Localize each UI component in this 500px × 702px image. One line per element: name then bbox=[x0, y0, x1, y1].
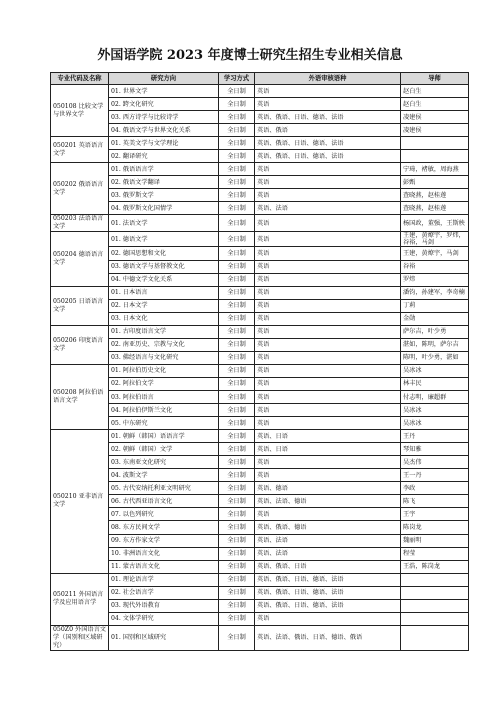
language-cell: 英语、俄语、日语、德语、法语 bbox=[255, 137, 401, 150]
tutor-cell: 林丰民 bbox=[401, 377, 469, 390]
table-row bbox=[51, 111, 469, 124]
tutor-cell: 丁莉 bbox=[401, 299, 469, 312]
table-row bbox=[51, 521, 469, 534]
mode-cell: 全日制 bbox=[219, 430, 255, 443]
direction-cell: 05. 中东研究 bbox=[109, 417, 219, 430]
table-row bbox=[51, 586, 469, 599]
direction-cell: 08. 东方民间文学 bbox=[109, 521, 219, 534]
table-row bbox=[51, 247, 469, 260]
mode-cell: 全日制 bbox=[219, 573, 255, 586]
table-row bbox=[51, 456, 469, 469]
mode-cell: 全日制 bbox=[219, 150, 255, 163]
tutor-cell: 王浩，陈岗龙 bbox=[401, 560, 469, 573]
tutor-cell: 李政 bbox=[401, 482, 469, 495]
direction-cell: 06. 古代西亚语言文化 bbox=[109, 495, 219, 508]
table-row bbox=[51, 417, 469, 430]
direction-cell: 01. 理论语言学 bbox=[109, 573, 219, 586]
tutor-cell: 杨国政，董强，王斯秧 bbox=[401, 215, 469, 232]
mode-cell: 全日制 bbox=[219, 273, 255, 286]
tutor-cell: 凌建侯 bbox=[401, 124, 469, 137]
tutor-cell: 宁琦，褚敏，周海燕 bbox=[401, 163, 469, 176]
tutor-cell bbox=[401, 137, 469, 150]
language-cell: 英语 bbox=[255, 390, 401, 403]
major-cell: 050206 印度语言文学 bbox=[51, 325, 109, 364]
major-cell: 050202 俄语语言文学 bbox=[51, 163, 109, 215]
tutor-cell bbox=[401, 599, 469, 612]
table-row bbox=[51, 573, 469, 586]
table-row bbox=[51, 312, 469, 325]
tutor-cell: 彭甄 bbox=[401, 176, 469, 189]
direction-cell: 02. 俄语文学翻译 bbox=[109, 176, 219, 189]
table-row bbox=[51, 547, 469, 560]
major-cell: 050Z0 外国语言文学（国别和区域研究） bbox=[51, 625, 109, 650]
direction-cell: 04. 俄语文学与世界文化关系 bbox=[109, 124, 219, 137]
direction-cell: 01. 古印度语言文学 bbox=[109, 325, 219, 338]
mode-cell: 全日制 bbox=[219, 612, 255, 625]
mode-cell: 全日制 bbox=[219, 599, 255, 612]
tutor-cell: 吴杰伟 bbox=[401, 456, 469, 469]
tutor-cell: 罗炜 bbox=[401, 273, 469, 286]
mode-cell: 全日制 bbox=[219, 508, 255, 521]
tutor-cell bbox=[401, 586, 469, 599]
table-row bbox=[51, 534, 469, 547]
tutor-cell: 程莹 bbox=[401, 547, 469, 560]
direction-cell: 01. 德语文学 bbox=[109, 232, 219, 247]
major-cell: 050108 比较文学与世界文学 bbox=[51, 85, 109, 137]
tutor-cell: 吴冰冰 bbox=[401, 404, 469, 417]
tutor-cell: 付志明，廉超群 bbox=[401, 390, 469, 403]
language-cell: 英语 bbox=[255, 163, 401, 176]
tutor-cell: 陈岗龙 bbox=[401, 521, 469, 534]
header-tutor: 导师 bbox=[401, 73, 469, 85]
language-cell: 英语 bbox=[255, 247, 401, 260]
mode-cell: 全日制 bbox=[219, 163, 255, 176]
direction-cell: 01. 俄语语言学 bbox=[109, 163, 219, 176]
direction-cell: 02. 南亚历史、宗教与文化 bbox=[109, 338, 219, 351]
mode-cell: 全日制 bbox=[219, 124, 255, 137]
mode-cell: 全日制 bbox=[219, 98, 255, 111]
table-row bbox=[51, 98, 469, 111]
direction-cell: 01. 世界文学 bbox=[109, 85, 219, 98]
table-row bbox=[51, 150, 469, 163]
language-cell: 英语、日语 bbox=[255, 443, 401, 456]
language-cell: 英语 bbox=[255, 325, 401, 338]
direction-cell: 01. 英美文学与文学理论 bbox=[109, 137, 219, 150]
language-cell: 英语、法语、德语 bbox=[255, 495, 401, 508]
direction-cell: 03. 俄罗斯文学 bbox=[109, 189, 219, 202]
direction-cell: 01. 国别和区域研究 bbox=[109, 625, 219, 650]
direction-cell: 07. 以色列研究 bbox=[109, 508, 219, 521]
direction-cell: 05. 古代安纳托利亚文明研究 bbox=[109, 482, 219, 495]
language-cell: 英语、法语、俄语、日语、德语、俄语 bbox=[255, 625, 401, 650]
tutor-cell: 王宇 bbox=[401, 508, 469, 521]
language-cell: 英语、俄语、日语、德语、法语 bbox=[255, 111, 401, 124]
language-cell: 英语 bbox=[255, 176, 401, 189]
table-row bbox=[51, 137, 469, 150]
direction-cell: 03. 现代外语教育 bbox=[109, 599, 219, 612]
mode-cell: 全日制 bbox=[219, 534, 255, 547]
direction-cell: 04. 中德文学文化关系 bbox=[109, 273, 219, 286]
mode-cell: 全日制 bbox=[219, 351, 255, 364]
tutor-cell: 查晓燕，赵桂莲 bbox=[401, 189, 469, 202]
language-cell: 英语 bbox=[255, 286, 401, 299]
mode-cell: 全日制 bbox=[219, 137, 255, 150]
direction-cell: 02. 日本文学 bbox=[109, 299, 219, 312]
mode-cell: 全日制 bbox=[219, 443, 255, 456]
table-row bbox=[51, 404, 469, 417]
direction-cell: 04. 文体学研究 bbox=[109, 612, 219, 625]
major-cell: 050205 日语语言文学 bbox=[51, 286, 109, 325]
table-row bbox=[51, 612, 469, 625]
mode-cell: 全日制 bbox=[219, 377, 255, 390]
mode-cell: 全日制 bbox=[219, 202, 255, 215]
table-row bbox=[51, 625, 469, 650]
language-cell: 英语 bbox=[255, 189, 401, 202]
tutor-cell bbox=[401, 150, 469, 163]
language-cell: 英语、德语 bbox=[255, 482, 401, 495]
tutor-cell: 查晓燕，赵桂莲 bbox=[401, 202, 469, 215]
tutor-cell: 赵白生 bbox=[401, 98, 469, 111]
language-cell: 英语、法语 bbox=[255, 534, 401, 547]
tutor-cell: 王建，黄燎宇，马剑 bbox=[401, 247, 469, 260]
language-cell: 英语、俄语、日语、德语、法语 bbox=[255, 573, 401, 586]
language-cell: 英语、俄语、日语、德语、法语 bbox=[255, 599, 401, 612]
mode-cell: 全日制 bbox=[219, 215, 255, 232]
language-cell: 英语 bbox=[255, 232, 401, 247]
language-cell: 英语 bbox=[255, 456, 401, 469]
mode-cell: 全日制 bbox=[219, 547, 255, 560]
tutor-cell: 琴知雅 bbox=[401, 443, 469, 456]
mode-cell: 全日制 bbox=[219, 521, 255, 534]
mode-cell: 全日制 bbox=[219, 299, 255, 312]
direction-cell: 02. 跨文化研究 bbox=[109, 98, 219, 111]
table-row bbox=[51, 430, 469, 443]
direction-cell: 01. 阿拉伯历史文化 bbox=[109, 364, 219, 377]
major-cell: 050203 法语语言文学 bbox=[51, 215, 109, 232]
tutor-cell: 谷裕 bbox=[401, 260, 469, 273]
tutor-cell: 潘钧，孙建军，李奇楠 bbox=[401, 286, 469, 299]
mode-cell: 全日制 bbox=[219, 111, 255, 124]
mode-cell: 全日制 bbox=[219, 404, 255, 417]
language-cell: 英语 bbox=[255, 85, 401, 98]
mode-cell: 全日制 bbox=[219, 312, 255, 325]
mode-cell: 全日制 bbox=[219, 586, 255, 599]
direction-cell: 03. 佛经语言与文化研究 bbox=[109, 351, 219, 364]
direction-cell: 02. 朝鲜（韩国）文学 bbox=[109, 443, 219, 456]
header-language: 外语审核语种 bbox=[255, 73, 401, 85]
mode-cell: 全日制 bbox=[219, 232, 255, 247]
info-table bbox=[50, 72, 469, 651]
table-row bbox=[51, 338, 469, 351]
header-row bbox=[51, 73, 469, 85]
language-cell: 英语、俄语、日语、德语、法语 bbox=[255, 586, 401, 599]
table-row bbox=[51, 351, 469, 364]
table-body bbox=[51, 85, 469, 651]
tutor-cell: 陈明，叶少勇，湛如 bbox=[401, 351, 469, 364]
table-row bbox=[51, 85, 469, 98]
tutor-cell: 凌建侯 bbox=[401, 111, 469, 124]
table-row bbox=[51, 469, 469, 482]
language-cell: 英语 bbox=[255, 273, 401, 286]
language-cell: 英语 bbox=[255, 377, 401, 390]
table-row bbox=[51, 495, 469, 508]
major-cell: 050201 英语语言文学 bbox=[51, 137, 109, 163]
direction-cell: 03. 东南亚文化研究 bbox=[109, 456, 219, 469]
table-row bbox=[51, 377, 469, 390]
table-row bbox=[51, 390, 469, 403]
language-cell: 英语、法语 bbox=[255, 202, 401, 215]
table-row bbox=[51, 325, 469, 338]
table-row bbox=[51, 260, 469, 273]
table-row bbox=[51, 286, 469, 299]
tutor-cell: 赵白生 bbox=[401, 85, 469, 98]
language-cell: 英语 bbox=[255, 312, 401, 325]
mode-cell: 全日制 bbox=[219, 625, 255, 650]
mode-cell: 全日制 bbox=[219, 338, 255, 351]
table-row bbox=[51, 482, 469, 495]
mode-cell: 全日制 bbox=[219, 456, 255, 469]
direction-cell: 04. 俄罗斯文化国情学 bbox=[109, 202, 219, 215]
tutor-cell: 王丹 bbox=[401, 430, 469, 443]
tutor-cell: 吴冰冰 bbox=[401, 417, 469, 430]
table-row bbox=[51, 215, 469, 232]
language-cell: 英语、俄语 bbox=[255, 124, 401, 137]
table-row bbox=[51, 232, 469, 247]
major-cell: 050208 阿拉伯语语言文学 bbox=[51, 364, 109, 429]
mode-cell: 全日制 bbox=[219, 469, 255, 482]
language-cell: 英语 bbox=[255, 612, 401, 625]
tutor-cell: 萨尔吉，叶少勇 bbox=[401, 325, 469, 338]
table-row bbox=[51, 560, 469, 573]
table-row bbox=[51, 202, 469, 215]
direction-cell: 03. 日本文化 bbox=[109, 312, 219, 325]
language-cell: 英语、日语 bbox=[255, 430, 401, 443]
mode-cell: 全日制 bbox=[219, 286, 255, 299]
table-row bbox=[51, 599, 469, 612]
mode-cell: 全日制 bbox=[219, 325, 255, 338]
mode-cell: 全日制 bbox=[219, 85, 255, 98]
direction-cell: 03. 阿拉伯语言 bbox=[109, 390, 219, 403]
mode-cell: 全日制 bbox=[219, 247, 255, 260]
mode-cell: 全日制 bbox=[219, 364, 255, 377]
tutor-cell bbox=[401, 573, 469, 586]
language-cell: 英语 bbox=[255, 417, 401, 430]
language-cell: 英语 bbox=[255, 299, 401, 312]
page-title: 外国语学院 2023 年度博士研究生招生专业相关信息 bbox=[97, 48, 403, 63]
tutor-cell: 王一丹 bbox=[401, 469, 469, 482]
direction-cell: 02. 翻译研究 bbox=[109, 150, 219, 163]
tutor-cell: 吴冰冰 bbox=[401, 364, 469, 377]
language-cell: 英语 bbox=[255, 338, 401, 351]
direction-cell: 01. 日本语言 bbox=[109, 286, 219, 299]
language-cell: 英语 bbox=[255, 98, 401, 111]
language-cell: 英语、俄语、日语 bbox=[255, 560, 401, 573]
tutor-cell: 魏丽明 bbox=[401, 534, 469, 547]
mode-cell: 全日制 bbox=[219, 482, 255, 495]
table-row bbox=[51, 443, 469, 456]
table-row bbox=[51, 273, 469, 286]
direction-cell: 01. 法语文学 bbox=[109, 215, 219, 232]
tutor-cell: 陈飞 bbox=[401, 495, 469, 508]
tutor-cell bbox=[401, 612, 469, 625]
mode-cell: 全日制 bbox=[219, 176, 255, 189]
table-row bbox=[51, 124, 469, 137]
tutor-cell: 湛如，陈明，萨尔吉 bbox=[401, 338, 469, 351]
direction-cell: 04. 阿拉伯伊斯兰文化 bbox=[109, 404, 219, 417]
major-cell: 050211 外国语言学及应用语言学 bbox=[51, 573, 109, 625]
table-row bbox=[51, 364, 469, 377]
tutor-cell: 王建，黄燎宇，罗炜，谷裕，马剑 bbox=[401, 232, 469, 247]
direction-cell: 10. 非洲语言文化 bbox=[109, 547, 219, 560]
tutor-cell: 金勋 bbox=[401, 312, 469, 325]
language-cell: 英语 bbox=[255, 404, 401, 417]
table-row bbox=[51, 176, 469, 189]
direction-cell: 02. 阿拉伯文学 bbox=[109, 377, 219, 390]
mode-cell: 全日制 bbox=[219, 390, 255, 403]
header-major: 专业代码及名称 bbox=[51, 73, 109, 85]
mode-cell: 全日制 bbox=[219, 417, 255, 430]
direction-cell: 01. 朝鲜（韩国）语语言学 bbox=[109, 430, 219, 443]
direction-cell: 03. 德语文学与基督教文化 bbox=[109, 260, 219, 273]
table-row bbox=[51, 189, 469, 202]
language-cell: 英语 bbox=[255, 215, 401, 232]
language-cell: 英语、俄语、日语、德语、法语 bbox=[255, 150, 401, 163]
language-cell: 英语 bbox=[255, 508, 401, 521]
major-cell: 050204 德语语言文学 bbox=[51, 232, 109, 286]
direction-cell: 02. 德国思想和文化 bbox=[109, 247, 219, 260]
direction-cell: 04. 波斯文学 bbox=[109, 469, 219, 482]
direction-cell: 02. 社会语言学 bbox=[109, 586, 219, 599]
tutor-cell bbox=[401, 625, 469, 650]
language-cell: 英语 bbox=[255, 364, 401, 377]
mode-cell: 全日制 bbox=[219, 560, 255, 573]
mode-cell: 全日制 bbox=[219, 260, 255, 273]
language-cell: 英语 bbox=[255, 260, 401, 273]
language-cell: 英语、俄语、德语 bbox=[255, 521, 401, 534]
language-cell: 英语 bbox=[255, 469, 401, 482]
direction-cell: 03. 西方诗学与比较诗学 bbox=[109, 111, 219, 124]
table-row bbox=[51, 299, 469, 312]
table-row bbox=[51, 163, 469, 176]
major-cell: 050210 亚非语言文学 bbox=[51, 430, 109, 574]
mode-cell: 全日制 bbox=[219, 495, 255, 508]
header-mode: 学习方式 bbox=[219, 73, 255, 85]
language-cell: 英语、法语 bbox=[255, 547, 401, 560]
mode-cell: 全日制 bbox=[219, 189, 255, 202]
header-direction: 研究方向 bbox=[109, 73, 219, 85]
language-cell: 英语 bbox=[255, 351, 401, 364]
table-row bbox=[51, 508, 469, 521]
direction-cell: 11. 蒙古语言文化 bbox=[109, 560, 219, 573]
direction-cell: 09. 东方作家文学 bbox=[109, 534, 219, 547]
